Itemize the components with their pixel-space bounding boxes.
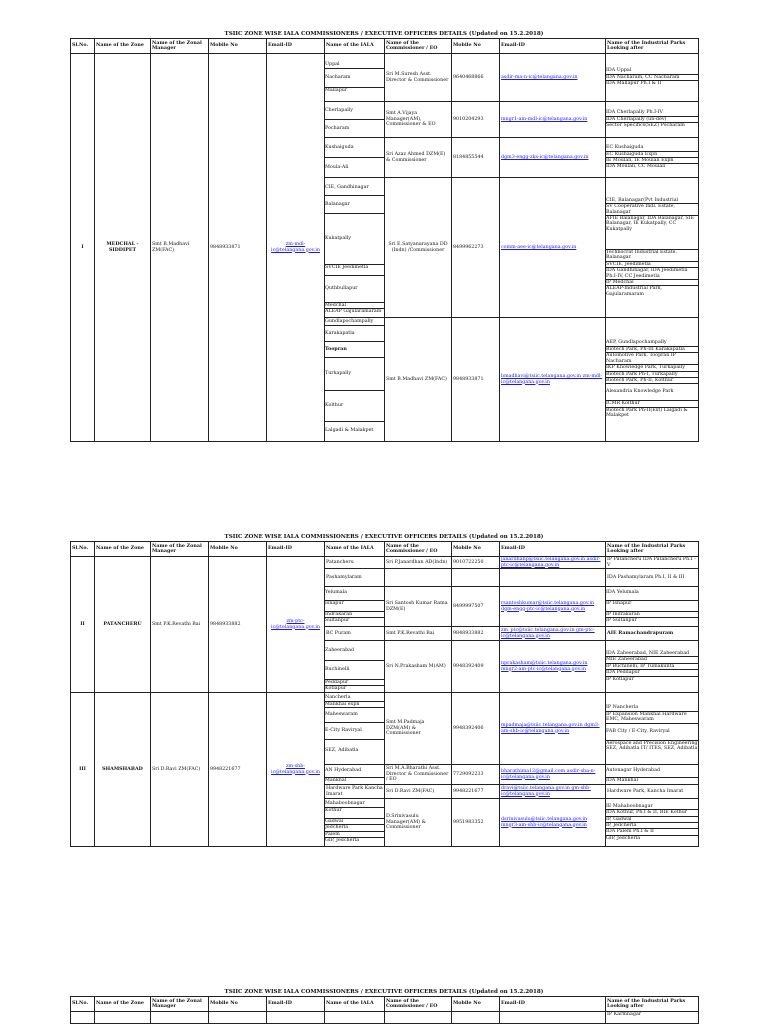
zm-email-link[interactable]: zm-mdl-ic@telangana.gov.in — [267, 54, 325, 442]
zm-mobile: 9848933871 — [209, 54, 267, 442]
col-commissioner: Name of the Commissioner / EO — [385, 997, 452, 1012]
park-item: IDA Palem Ph.I & II — [606, 829, 698, 835]
iala-list — [325, 587, 385, 627]
iala-item: Balanagar — [325, 196, 384, 214]
col-mobile: Mobile No — [209, 39, 267, 54]
park-item: Biotech Park Ph-I, Turkapally — [606, 372, 698, 378]
iala-item: Quthbullapur — [325, 276, 384, 303]
iala-item: Zaheerabad — [325, 642, 384, 661]
col-mobile-2: Mobile No — [452, 39, 500, 54]
cell — [267, 1012, 325, 1024]
iala-item: Mallapur — [325, 87, 348, 93]
parks-list — [606, 318, 699, 442]
comm-email-link[interactable]: nprakasham@tsiic.telangana.gov.in mngr2-am-ptc-ic@telangana.gov.in — [500, 641, 606, 693]
header-row — [71, 39, 699, 54]
iala-list — [325, 102, 385, 138]
zone-name: PATANCHERU — [95, 557, 151, 693]
col-iala: Name of the IALA — [325, 39, 385, 54]
comm-email-link[interactable]: bharathima12@gmail.com asdir-sha-n-ic@telangana.gov.in — [500, 765, 606, 785]
park-item: Hardware Park, Kancha Imarat — [606, 785, 699, 799]
iala-item: Medchal — [325, 303, 384, 309]
iala-item: Lalgadi & Malakpet — [325, 427, 374, 433]
comm-mobile: 9951983352 — [452, 799, 500, 847]
page-3 — [70, 988, 698, 1024]
iala-list — [325, 641, 385, 693]
park-item: IDA Pashamylaram Ph.I, II & III — [606, 569, 699, 587]
iala-item: Toopran — [325, 342, 384, 358]
park-item: IDA Peddapur — [606, 670, 698, 676]
park-item: AIE Ramachandrapuram — [606, 627, 699, 641]
comm-email-link[interactable]: dgm3-engg-zks-ic@telangana.gov.in — [500, 138, 606, 178]
cell — [209, 1012, 267, 1024]
park-item: AEP, Gundlapochampally — [606, 340, 698, 346]
iala-item: Kukatpally — [325, 214, 384, 265]
comm-email-link[interactable]: janardhanp@tsiic.telangana.gov.in asdir-ptc-ic@telangana.gov.in — [500, 557, 606, 569]
park-item: IDA Nacharam, CC Nacharam — [606, 75, 698, 81]
park-item: IDA Cherlapally (un-dev) — [606, 117, 698, 123]
comm-mobile: 9010204293 — [452, 102, 500, 138]
commissioner: Sri Azaz Ahmed DZM(E) & Commissioner — [385, 138, 452, 178]
park-item: IP, Jedcherla — [606, 823, 698, 829]
commissioner: Smt B.Madhavi ZM(FAC) — [385, 318, 452, 442]
parks-list — [606, 693, 699, 765]
iala-item: Mankhal — [325, 778, 347, 784]
iala-item: Turkapally — [325, 358, 384, 391]
col-email-2: Email-ID — [500, 39, 606, 54]
park-item: FAB City / E-City, Raviryal — [606, 724, 698, 741]
iala-table — [70, 996, 699, 1024]
col-slno: Sl.No. — [71, 39, 95, 54]
park-item: IKP Knowledge Park, Turkapally — [606, 365, 698, 371]
iala-item: Hardware Park Kancha Imarat — [326, 786, 383, 797]
iala-item: Pocharam — [325, 126, 350, 131]
comm-mobile: 8499997507 — [452, 587, 500, 627]
iala-item: Pashamylaram — [325, 569, 385, 587]
park-item: ALEAP-Industrial Park, Gajularamaram — [606, 286, 663, 297]
iala-list — [325, 178, 385, 318]
iala-table — [70, 541, 699, 847]
comm-email-link[interactable]: rsantoshkumar@tsiic.telangana.gov.in dgm-engg-ptc-ic@telangana.gov.in — [500, 587, 606, 627]
col-email: Email-ID — [267, 39, 325, 54]
cell — [95, 1012, 151, 1024]
iala-list — [325, 138, 385, 178]
col-iala: Name of the IALA — [325, 542, 385, 557]
park-item: IP Expansion Mankhal Hardware EMC, Maheswaram — [606, 712, 698, 724]
comm-email-link[interactable]: dsrinivasulu@tsiic.telangana.gov.in mngr3-am-shb-ic@telangana.gov.in — [500, 799, 606, 847]
table-row — [71, 693, 699, 765]
iala-item: E-City Raviryal — [325, 723, 384, 740]
zonal-manager: Sri D.Ravi ZM(FAC) — [151, 693, 209, 847]
page-1 — [70, 30, 698, 442]
parks-list — [606, 178, 699, 318]
col-mobile-2: Mobile No — [452, 542, 500, 557]
col-zonal-manager: Name of the Zonal Manager — [151, 997, 209, 1012]
zm-email-link[interactable]: zm-ptc-ic@telangana.gov.in — [267, 557, 325, 693]
commissioner: Sri M.Suresh Asst. Director & Commissioner — [385, 54, 452, 102]
zone-sl: II — [71, 557, 95, 693]
park-item: IP Patancheru IDA Patancheru Ph.I -V — [606, 557, 699, 569]
col-zone: Name of the Zone — [95, 542, 151, 557]
cell — [151, 1012, 209, 1024]
table-row — [71, 1012, 699, 1024]
comm-mobile: 9010722250 — [452, 557, 500, 569]
park-item: IDA Mallapur Ph.I & II — [606, 81, 662, 87]
iala-list — [325, 54, 385, 102]
iala-item: ALEAP Gajularamaram — [325, 309, 382, 314]
parks-list — [606, 641, 699, 693]
parks-list — [606, 138, 699, 178]
col-parks: Name of the Industrial Parks Looking after — [606, 39, 699, 54]
zonal-manager: Smt P.K.Revathi Bai — [151, 557, 209, 693]
page-2 — [70, 533, 698, 847]
commissioner: Smt A.Vijaya Manager(AM), Commissioner & EO — [385, 102, 452, 138]
park-item: IE Moulali, IE Moulali Expn — [606, 158, 698, 164]
park-item: Sector Specifics(SEZ) Pocharam — [606, 123, 685, 129]
park-item: IP Indrakaran — [606, 612, 698, 618]
iala-item: Cherlapally — [325, 102, 384, 120]
iala-item: Nancherla — [325, 695, 384, 701]
iala-item: SVCIE Jeedimetla — [325, 265, 384, 276]
park-item: IP Kotlapur — [606, 676, 634, 682]
comm-email-link[interactable]: bmadhavi@tsiic.telangana.gov.in zm-mdl-ic@telangana.gov.in — [500, 318, 606, 442]
iala-list — [325, 693, 385, 765]
comm-mobile: 8184855544 — [452, 138, 500, 178]
commissioner: Sri E.Satyanarayana DD (Indn) /Commissioner — [385, 178, 452, 318]
park-item: IP Buchinelli, IP Tumakunta — [606, 664, 698, 670]
park-item: GIP, Jedcherla — [606, 835, 641, 841]
park-item: AFIE Balanagar, IDA Balanagar, SIE Balanagar, IE Kukatpally, CC Kukatpally — [606, 216, 698, 250]
zm-email-link[interactable]: zm-shb-ic@telangana.gov.in — [267, 693, 325, 847]
cell — [385, 1012, 452, 1024]
zone-sl: I — [71, 54, 95, 442]
iala-list — [325, 799, 385, 847]
iala-item: Nacharam — [325, 69, 384, 88]
col-zone: Name of the Zone — [95, 997, 151, 1012]
col-iala: Name of the IALA — [325, 997, 385, 1012]
iala-item: CIE, Gandhinagar — [325, 181, 384, 196]
comm-mobile: 9640468866 — [452, 54, 500, 102]
iala-item: Mankhal expn — [325, 702, 384, 708]
park-item: IP, Gadwal — [606, 817, 698, 823]
col-zonal-manager: Name of the Zonal Manager — [151, 542, 209, 557]
commissioner: Sri N.Prakasham M(AM) — [385, 641, 452, 693]
park-item: Biotech Park, Ph-II, Kolthur — [606, 378, 698, 384]
col-email-2: Email-ID — [500, 542, 606, 557]
iala-item: Peddapur — [325, 680, 384, 686]
iala-item: Mahaboobnagar — [325, 801, 384, 807]
iala-item: AN Hyderabad — [325, 765, 384, 778]
iala-item: Patancheru — [325, 557, 385, 569]
iala-list — [325, 765, 385, 785]
comm-mobile — [452, 569, 500, 587]
park-item: IDA Mankhal — [606, 778, 638, 784]
park-item: SV Cooperative Indl. Estate, Balanagar — [606, 204, 698, 216]
col-zonal-manager: Name of the Zonal Manager — [151, 39, 209, 54]
iala-item: Kolthur — [325, 391, 384, 422]
comm-email-link[interactable]: mpadmaja@tsiic.telangana.gov.in dgm3-am-shb-ic@telangana.gov.in — [500, 693, 606, 765]
commissioner: Smt M.Padmaja DZM(AM) & Commissioner — [385, 693, 452, 765]
col-commissioner: Name of the Commissioner / EO — [385, 542, 452, 557]
iala-item: Maheswaram — [325, 708, 384, 723]
iala-item: Buchinelli — [325, 661, 384, 680]
park-item: IP Isnapur — [606, 601, 698, 612]
col-mobile: Mobile No — [209, 542, 267, 557]
park-item: IP Karmnagar — [606, 1012, 699, 1024]
col-email: Email-ID — [267, 542, 325, 557]
park-item: IDA Uppal — [606, 68, 698, 74]
park-item: EC Kushaiguda Expn — [606, 152, 698, 158]
park-item: IDA Yelumala — [606, 590, 698, 601]
col-email: Email-ID — [267, 997, 325, 1012]
park-item: Biotech Park Ph-II(Ext) Lalgadi & Malakpet — [606, 407, 688, 419]
table-row — [71, 557, 699, 569]
comm-mobile: 9948221677 — [452, 785, 500, 799]
comm-email-link[interactable] — [500, 569, 606, 587]
iala-item: SEZ, Adibatla — [325, 747, 359, 753]
header-row — [71, 542, 699, 557]
iala-item: Isnapur — [325, 601, 384, 612]
iala-item: Karakapatla — [325, 326, 384, 342]
comm-email-link[interactable]: zm_ptc@tsiic.telangana.gov.in gm-ptc-ic@telangana.gov.in — [500, 627, 606, 641]
parks-list — [606, 54, 699, 102]
col-parks: Name of the Industrial Parks Looking after — [606, 542, 699, 557]
park-item: Autonagar Hyderabad — [606, 765, 698, 778]
col-mobile: Mobile No — [209, 997, 267, 1012]
comm-email-link[interactable]: asdir-ma-n-ic@telangana.gov.in — [500, 54, 606, 102]
page-title: TSIIC ZONE WISE IALA COMMISSIONERS / EXECUTIVE OFFICERS DETAILS (Updated on 15.2.2018) — [224, 534, 544, 540]
park-item: Alexandria Knowledge Park — [606, 384, 698, 401]
iala-item: Palem — [325, 832, 384, 838]
col-zone: Name of the Zone — [95, 39, 151, 54]
comm-mobile: 9848933882 — [452, 627, 500, 641]
col-slno: Sl.No. — [71, 997, 95, 1012]
comm-email-link[interactable]: mngr1-am-mdl-ic@telangana.gov.in — [500, 102, 606, 138]
commissioner: Sri D.Ravi ZM(FAC) — [385, 785, 452, 799]
col-commissioner: Name of the Commissioner / EO — [385, 39, 452, 54]
park-item: Biotech Park, Ph-III Karakapatla — [606, 347, 698, 353]
iala-item: Gadwal — [325, 819, 384, 825]
col-parks: Name of the Industrial Parks Looking after — [606, 997, 699, 1012]
park-item: IP Nancherla — [606, 705, 698, 711]
parks-list — [606, 765, 699, 785]
park-item: IDA Kothur, Ph.I & II, BIE Kothur — [606, 810, 698, 816]
park-item: CIE, Balanagar(Pvt Industrial — [606, 198, 698, 204]
comm-mobile: 9848933871 — [452, 318, 500, 442]
comm-email-link[interactable]: dravi@tsiic.telangana.gov.in gm-shb-ic@telangana.gov.in — [500, 785, 606, 799]
park-item: MIE Zaheerabad — [606, 657, 698, 663]
park-item: ICMR Kolthur — [606, 401, 698, 407]
parks-list — [606, 587, 699, 627]
iala-item: Indrakaran — [325, 612, 384, 618]
commissioner — [385, 569, 452, 587]
col-mobile-2: Mobile No — [452, 997, 500, 1012]
iala-item: Sultanpur — [325, 618, 350, 623]
iala-item: Kushaiguda — [325, 138, 384, 158]
park-item: IDA Zaheerabad, NIE Zaheerabad — [606, 651, 698, 657]
comm-mobile: 8499962273 — [452, 178, 500, 318]
park-item: IDA Moulali, CC Moulali — [606, 164, 666, 170]
commissioner: Smt P.K.Revathi Bai — [385, 627, 452, 641]
commissioner: Sri M.A.Bharathi Asst. Director & Commissioner / EO — [385, 765, 452, 785]
zm-mobile: 9948221677 — [209, 693, 267, 847]
iala-item: Uppal — [325, 62, 384, 68]
parks-list — [606, 799, 699, 847]
zm-mobile: 9848933882 — [209, 557, 267, 693]
iala-item: Kothur — [325, 808, 384, 819]
cell — [325, 1012, 385, 1024]
zonal-manager: Smt B.Madhavi ZM(FAC) — [151, 54, 209, 442]
commissioner: Sri P.Janardhan AD(Indn) — [385, 557, 452, 569]
park-item: Technocrat Industrial Estate, Balanagar — [606, 250, 698, 262]
commissioner: D.Srinivasulu Manager(AM) & Commissioner — [385, 799, 452, 847]
iala-item: Gundlapochampally — [325, 319, 384, 325]
col-slno: Sl.No. — [71, 542, 95, 557]
iala-item: Yelumala — [325, 590, 384, 601]
zone-name: MEDCHAL - SIDDIPET — [95, 54, 151, 442]
park-item: IE Mahaboobnagar — [606, 804, 698, 810]
cell — [71, 1012, 95, 1024]
iala-list — [325, 318, 385, 442]
park-item: Automotive Park, Toopran IP Nacharam — [606, 353, 698, 365]
iala-table — [70, 38, 699, 442]
zone-sl: III — [71, 693, 95, 847]
table-row — [71, 54, 699, 102]
park-item: Aerospace and Precision Engineering SEZ, Adibatla IT/ ITES, SEZ, Adibatla — [606, 740, 698, 752]
comm-mobile: 9948392406 — [452, 693, 500, 765]
commissioner: Sri Santosh Kumar Rama DZM(E) — [385, 587, 452, 627]
header-row — [71, 997, 699, 1012]
park-item: IP Medchal — [606, 280, 698, 286]
zone-name: SHAMSHABAD — [95, 693, 151, 847]
iala-item: GIP, Jedcherla — [325, 838, 360, 844]
park-item: IDA Gandhinagar, IDA Jeedimetla Ph.I-IV, CC Jeedimetla — [606, 268, 698, 280]
park-item: EC Kushaiguda — [606, 145, 698, 151]
parks-list — [606, 102, 699, 138]
comm-mobile: 9948392409 — [452, 641, 500, 693]
park-item: IDA Cherlapally Ph.I-IV — [606, 110, 698, 116]
cell — [452, 1012, 500, 1024]
page-title: TSIIC ZONE WISE IALA COMMISSIONERS / EXECUTIVE OFFICERS DETAILS (Updated on 15.2.2018) — [224, 31, 544, 37]
page-title: TSIIC ZONE WISE IALA COMMISSIONERS / EXECUTIVE OFFICERS DETAILS (Updated on 15.2.2018) — [224, 989, 544, 995]
iala-item: Kotlapur — [325, 686, 347, 691]
iala-item: Jedcherla — [325, 825, 384, 831]
park-item: SVCIE, Jeedimetla — [606, 262, 698, 268]
iala-item: Moula-Ali — [325, 165, 349, 170]
iala-item: BC Puram — [325, 627, 385, 641]
comm-mobile: 7729092233 — [452, 765, 500, 785]
cell — [500, 1012, 606, 1024]
col-email-2: Email-ID — [500, 997, 606, 1012]
comm-email-link[interactable]: comm-aee-ic@telangana.gov.in — [500, 178, 606, 318]
park-item: IP Sultanpur — [606, 618, 637, 623]
